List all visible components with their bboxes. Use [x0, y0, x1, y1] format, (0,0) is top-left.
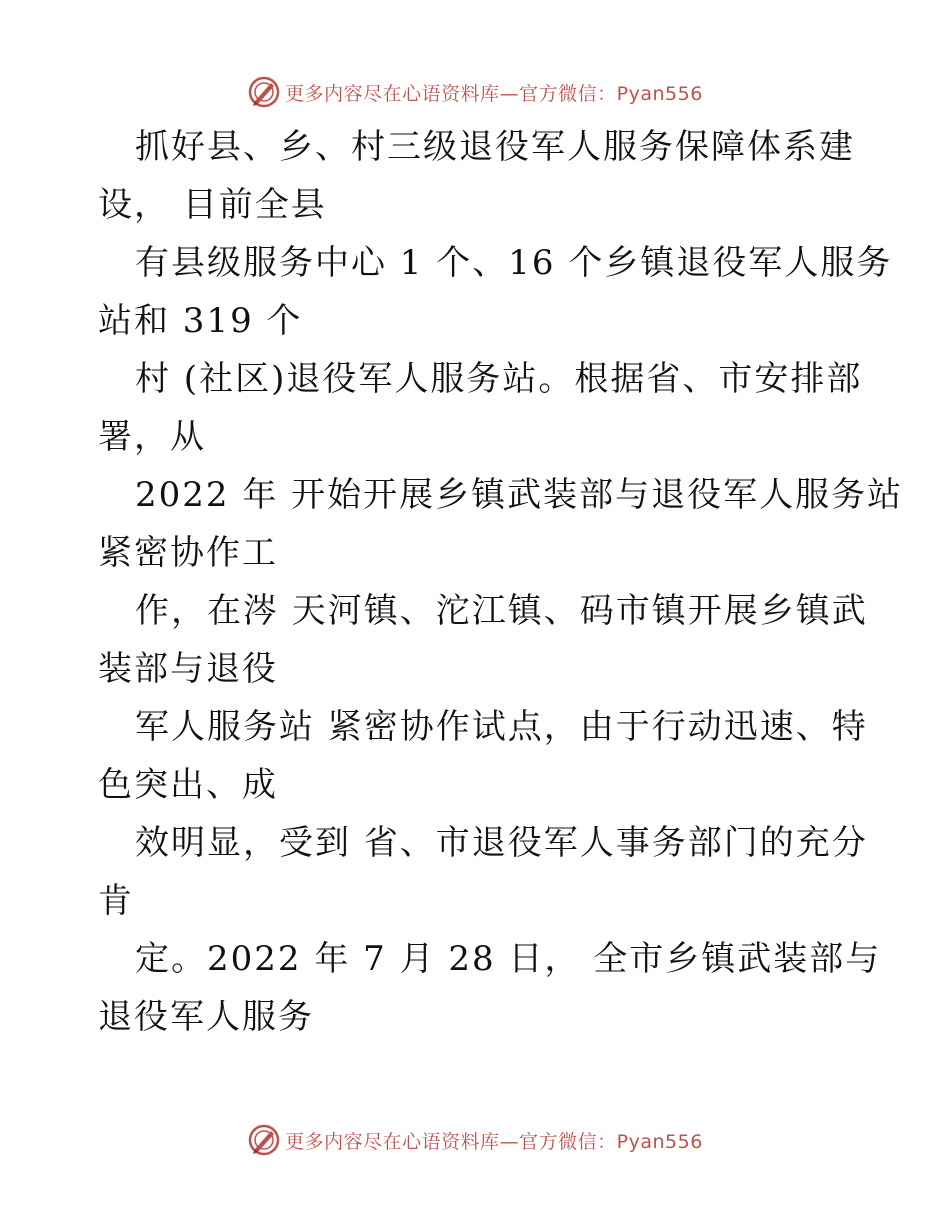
paragraph-line: 效明显，受到 省、市退役军人事务部门的充分 — [135, 823, 868, 863]
paragraph-7 — [98, 814, 868, 930]
paragraph-line: 署，从 — [98, 417, 206, 457]
paragraph-line: 2022 年 开始开展乡镇武装部与退役军人服务站 — [135, 475, 904, 515]
header-watermark — [0, 72, 950, 112]
paragraph-6 — [98, 698, 868, 814]
paragraph-line: 军人服务站 紧密协作试点，由于行动迅速、特 — [135, 707, 868, 747]
paragraph-line: 有县级服务中心 1 个、16 个乡镇退役军人服务 — [135, 243, 893, 283]
document-body — [98, 118, 904, 1046]
paragraph-4 — [98, 466, 904, 582]
paragraph-line: 村 (社区)退役军人服务站。根据省、市安排部 — [135, 359, 863, 399]
watermark-text: 更多内容尽在心语资料库—官方微信：Pyan556 — [285, 1130, 703, 1153]
pen-logo-icon — [247, 1123, 281, 1157]
paragraph-line: 定。2022 年 7 月 28 日， 全市乡镇武装部与 — [135, 939, 882, 979]
paragraph-line: 作，在涔 天河镇、沱江镇、码市镇开展乡镇武 — [135, 591, 868, 631]
paragraph-line: 设， 目前全县 — [98, 185, 327, 225]
paragraph-8 — [98, 930, 882, 1046]
paragraph-line: 站和 319 个 — [98, 301, 303, 341]
paragraph-line: 色突出、成 — [98, 765, 278, 805]
paragraph-3 — [98, 350, 863, 466]
paragraph-line: 肯 — [98, 881, 134, 921]
paragraph-line: 退役军人服务 — [98, 997, 314, 1037]
paragraph-line: 装部与退役 — [98, 649, 278, 689]
paragraph-5 — [98, 582, 868, 698]
footer-watermark — [0, 1120, 950, 1160]
paragraph-line: 紧密协作工 — [98, 533, 278, 573]
paragraph-line: 抓好县、乡、村三级退役军人服务保障体系建 — [135, 127, 855, 167]
paragraph-1 — [98, 118, 858, 234]
watermark-text: 更多内容尽在心语资料库—官方微信：Pyan556 — [285, 82, 703, 105]
paragraph-2 — [98, 234, 893, 350]
pen-logo-icon — [247, 75, 281, 109]
